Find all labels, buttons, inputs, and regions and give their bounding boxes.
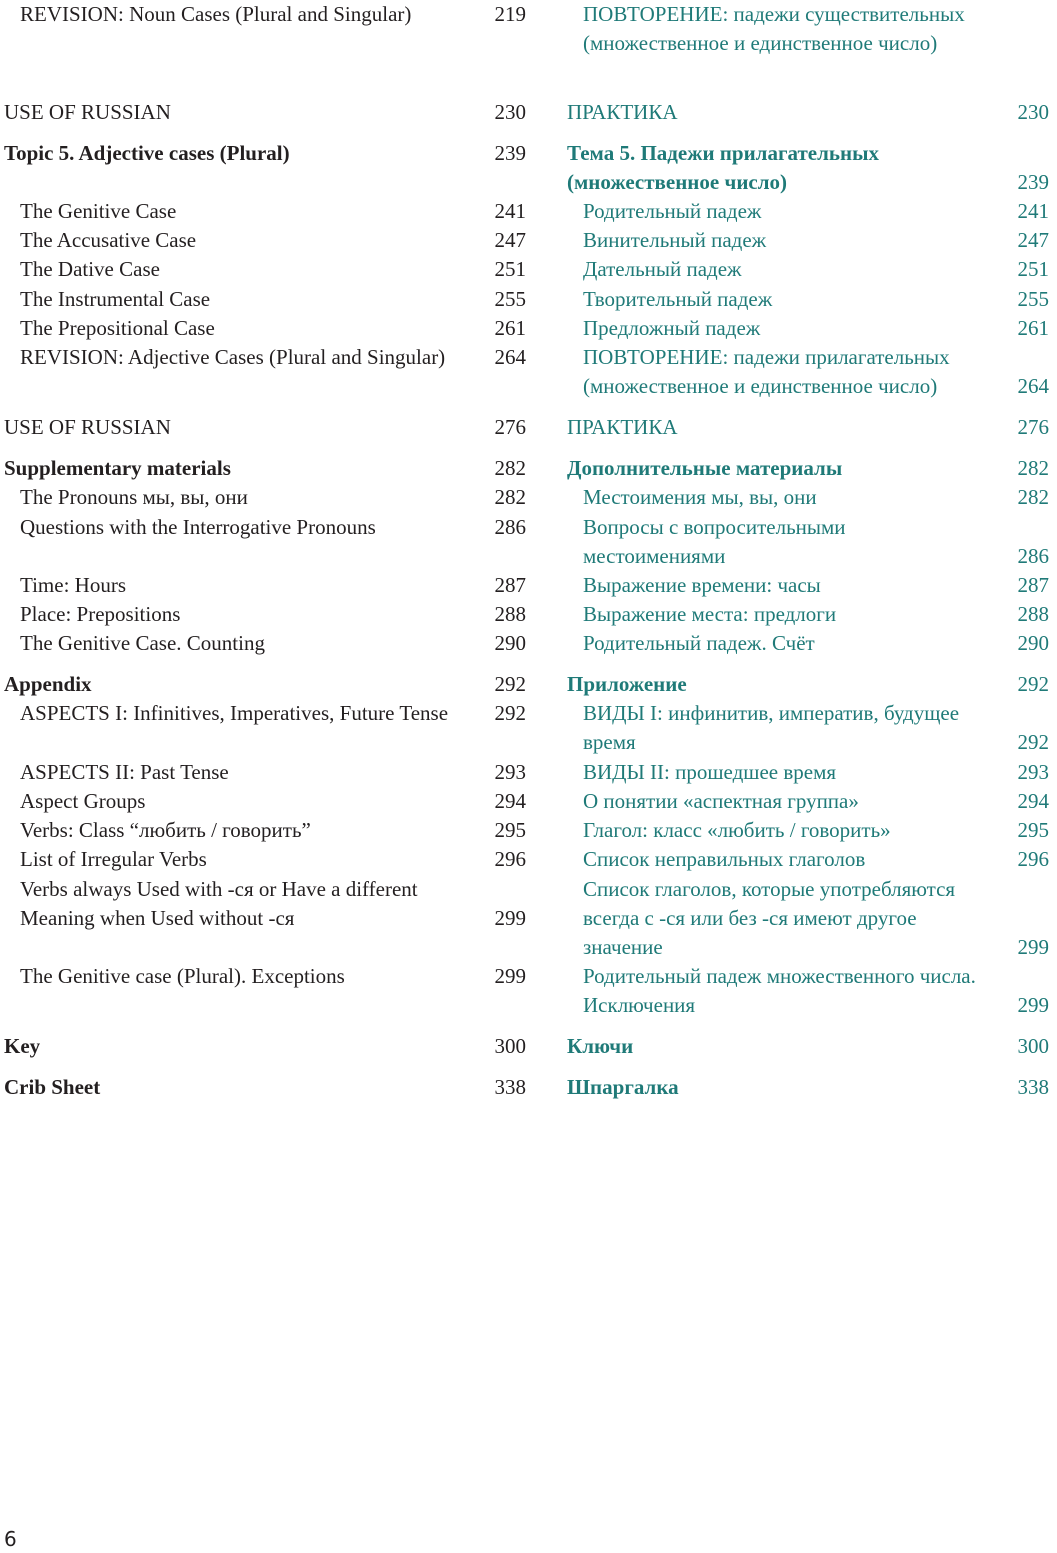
toc-entry-page: 251 [494,257,526,281]
toc-entry-page: 296 [1017,847,1049,871]
toc-entry-page: 247 [1017,228,1049,252]
toc-entry-title: The Instrumental Case [20,287,211,311]
toc-entry-page: 261 [1017,316,1049,340]
toc-entry-title: Список неправильных глаголов [583,847,866,871]
toc-entry [0,413,526,442]
toc-entry-page: 288 [1017,602,1049,626]
toc-entry-title: Выражение места: предлоги [583,602,837,626]
toc-entry [563,513,1049,571]
toc-entry-page: 261 [494,316,526,340]
toc-entry-page: 239 [1017,170,1049,195]
toc-entry-title: Выражение времени: часы [583,573,821,597]
toc-entry-page: 295 [1017,818,1049,842]
toc-entry-title: Родительный падеж множественного числа. Исключения [583,964,976,1018]
toc-entry-page: 299 [494,964,526,988]
toc-entry [0,962,526,991]
toc-entry-title: REVISION: Noun Cases (Plural and Singular) [20,2,412,26]
toc-entry-page: 292 [1017,672,1049,696]
toc-entry-page: 276 [1017,415,1049,439]
toc-entry [0,845,526,874]
toc-entry-title: ВИДЫ I: инфинитив, императив, будущее время [583,701,960,755]
toc-entry [0,343,526,372]
toc-entry-title: Place: Prepositions [20,602,181,626]
toc-entry-page: 282 [494,485,526,509]
toc-entry [563,197,1049,226]
toc-entry-page: 299 [1017,993,1049,1018]
toc-entry-title: List of Irregular Verbs [20,847,207,871]
toc-entry-title: Родительный падеж [583,199,762,223]
toc-entry-title: Aspect Groups [20,789,146,813]
toc-entry-title: The Accusative Case [20,228,197,252]
toc-entry-title: ВИДЫ II: прошедшее время [583,760,837,784]
toc-entry [563,816,1049,845]
toc-entry-page: 241 [1017,199,1049,223]
toc-entry-title: Дополнительные материалы [567,456,843,480]
toc-entry-title: Verbs: Class “любить / говорить” [20,818,311,842]
toc-entry [0,255,526,284]
toc-entry-page: 282 [1017,485,1049,509]
toc-entry-page: 292 [494,672,526,696]
toc-entry-title: ПРАКТИКА [567,100,678,124]
toc-entry [0,98,526,127]
toc-entry [0,226,526,255]
toc-entry-page: 295 [494,818,526,842]
toc-entry-title: The Pronouns мы, вы, они [20,485,248,509]
toc-entry-page: 292 [1017,730,1049,755]
toc-entry-title: Key [4,1034,41,1058]
toc-entry [563,600,1049,629]
toc-entry [0,571,526,600]
toc-entry [563,670,1049,699]
toc-entry-title: Приложение [567,672,687,696]
toc-entry-page: 276 [494,415,526,439]
toc-entry [0,1032,526,1061]
toc-entry [563,758,1049,787]
toc-entry [0,1073,526,1102]
toc-entry [0,197,526,226]
toc-entry-title: Appendix [4,672,92,696]
toc-entry-page: 294 [494,789,526,813]
toc-entry-title: Questions with the Interrogative Pronouns [20,515,376,539]
toc-entry-page: 299 [1017,935,1049,960]
toc-entry [563,962,1049,1020]
toc-entry [0,600,526,629]
toc-entry-title: О понятии «аспектная группа» [583,789,859,813]
toc-entry [0,699,526,728]
toc-entry-title: Винительный падеж [583,228,767,252]
toc-entry-page: 255 [494,287,526,311]
toc-entry-page: 290 [1017,631,1049,655]
toc-entry [563,629,1049,658]
toc-entry [563,845,1049,874]
toc-entry [0,314,526,343]
toc-entry [0,787,526,816]
toc-entry [563,1032,1049,1061]
toc-entry-page: 230 [1017,100,1049,124]
toc-entry-page: 264 [1017,374,1049,399]
toc-entry-title: Crib Sheet [4,1075,101,1099]
toc-entry-title: Шпаргалка [567,1075,679,1099]
toc-entry-title: Предложный падеж [583,316,761,340]
toc-entry-page: 294 [1017,789,1049,813]
toc-entry-title: Родительный падеж. Счёт [583,631,815,655]
toc-entry-page: 296 [494,847,526,871]
toc-entry-page: 338 [1017,1075,1049,1099]
toc-entry [563,483,1049,512]
toc-entry-title: The Genitive Case [20,199,177,223]
toc-entry-title: Вопросы с вопросительными местоимениями [583,515,846,569]
toc-entry-page: 292 [494,701,526,725]
toc-entry-page: 300 [1017,1034,1049,1058]
toc-entry-page: 241 [494,199,526,223]
toc-entry [0,139,526,168]
toc-entry [563,1073,1049,1102]
toc-entry [563,255,1049,284]
toc-entry-title: ASPECTS II: Past Tense [20,760,229,784]
toc-entry-title: USE OF RUSSIAN [4,100,171,124]
toc-entry-page: 293 [494,760,526,784]
toc-entry-title: ПОВТОРЕНИЕ: падежи существительных (множественное и единственное число) [583,2,965,56]
toc-entry [563,0,1049,58]
toc-entry [563,343,1049,401]
toc-entry [0,670,526,699]
toc-entry-page: 219 [494,2,526,26]
toc-entry-title: Time: Hours [20,573,126,597]
toc-entry-page: 251 [1017,257,1049,281]
toc-entry-page: 300 [494,1034,526,1058]
toc-entry-page: 282 [1017,456,1049,480]
toc-entry [563,285,1049,314]
toc-entry-title: Местоимения мы, вы, они [583,485,817,509]
toc-entry-title: The Genitive Case. Counting [20,631,265,655]
toc-entry [563,413,1049,442]
toc-entry [563,139,1049,197]
toc-entry [563,454,1049,483]
toc-entry-page: 255 [1017,287,1049,311]
toc-entry-page: 282 [494,456,526,480]
toc-entry [0,0,526,29]
toc-entry [0,454,526,483]
toc-entry [563,875,1049,963]
toc-entry-title: Ключи [567,1034,634,1058]
toc-entry-page: 293 [1017,760,1049,784]
toc-entry-title: Творительный падеж [583,287,773,311]
toc-entry-title: ASPECTS I: Infinitives, Imperatives, Future Tense [20,701,449,725]
toc-entry-title: Глагол: класс «любить / говорить» [583,818,891,842]
toc-entry-page: 299 [494,906,526,931]
toc-entry-title: USE OF RUSSIAN [4,415,171,439]
toc-entry [0,483,526,512]
toc-entry-page: 286 [494,515,526,539]
toc-entry-page: 286 [1017,544,1049,569]
toc-entry-title: Verbs always Used with -ся or Have a different Meaning when Used without -ся [20,877,418,931]
toc-entry [563,98,1049,127]
toc-entry [0,513,526,542]
toc-entry-title: Дательный падеж [583,257,742,281]
toc-entry-title: Список глаголов, которые употребляются всегда с -ся или без -ся имеют другое значение [583,877,956,960]
toc-entry [563,314,1049,343]
toc-entry [563,571,1049,600]
toc-entry-page: 247 [494,228,526,252]
toc-entry-page: 290 [494,631,526,655]
toc-entry [0,875,526,933]
toc-entry [0,629,526,658]
toc-entry [563,787,1049,816]
toc-entry [563,226,1049,255]
toc-entry-page: 287 [494,573,526,597]
toc-entry-page: 264 [494,345,526,369]
toc-entry [0,816,526,845]
toc-entry [0,758,526,787]
toc-entry [563,699,1049,757]
toc-entry-title: REVISION: Adjective Cases (Plural and Singular) [20,345,446,369]
toc-entry-title: The Genitive case (Plural). Exceptions [20,964,345,988]
toc-entry-title: ПРАКТИКА [567,415,678,439]
toc-entry-title: The Prepositional Case [20,316,215,340]
toc-entry-page: 230 [494,100,526,124]
toc-entry-title: Topic 5. Adjective cases (Plural) [4,141,290,165]
toc-entry-title: ПОВТОРЕНИЕ: падежи прилагательных (множественное и единственное число) [583,345,950,399]
toc-entry-page: 287 [1017,573,1049,597]
toc-entry-page: 239 [494,141,526,165]
toc-entry-title: The Dative Case [20,257,160,281]
toc-entry [0,285,526,314]
toc-entry-title: Тема 5. Падежи прилагательных (множественное число) [567,141,879,195]
toc-entry-title: Supplementary materials [4,456,231,480]
toc-entry-page: 288 [494,602,526,626]
page-number: 6 [4,1527,17,1551]
toc-entry-page: 338 [494,1075,526,1099]
